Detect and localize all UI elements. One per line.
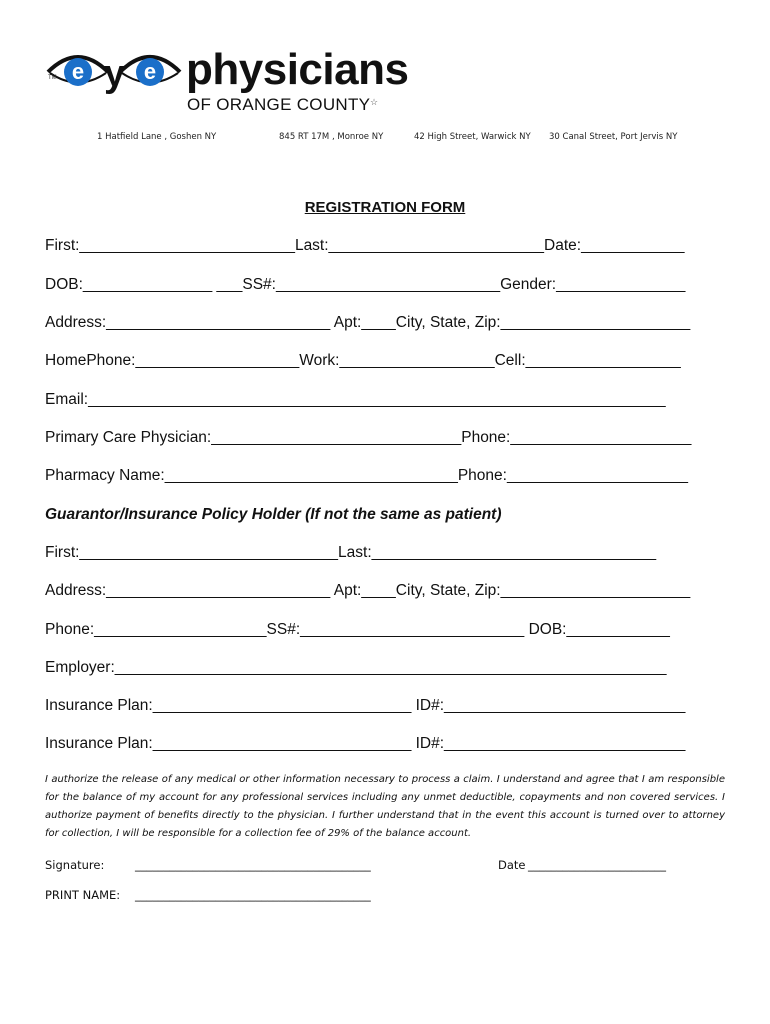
guarantor-name-fields[interactable]: First:______________________________Last:_________________________________ [45,544,657,561]
employer-field[interactable]: Employer:________________________________________________________________ [45,659,667,676]
guarantor-heading: Guarantor/Insurance Policy Holder (If not the same as patient) [45,506,502,523]
signature-line[interactable]: _________________________________________ [135,858,371,872]
date-line[interactable]: ________________________ [528,858,666,872]
logo-y: y [104,53,126,95]
name-date-fields[interactable]: First:_________________________Last:_________________________Date:____________ [45,237,685,254]
office-address-port-jervis: 30 Canal Street, Port Jervis NY [549,132,678,142]
office-address-goshen: 1 Hatfield Lane , Goshen NY [97,132,217,142]
office-address-warwick: 42 High Street, Warwick NY [414,132,531,142]
authorization-statement: I authorize the release of any medical or other information necessary to process a claim. I understand and agree that I am responsible for the balance of my account for any professional services including any unmet deductible, copayments and non covered services. I authorize payment of benefits directly to the physician. I further understand that in the event this account is turned over to attorney for collection, I will be responsible for a collection fee of 29% of the balance account. [45,774,725,839]
logo-e1: e [71,59,85,84]
star-icon: ☆ [370,97,379,107]
insurance-plan-1-field[interactable]: Insurance Plan:______________________________ ID#:____________________________ [45,697,686,714]
pharmacy-field[interactable]: Pharmacy Name:__________________________________Phone:_____________________ [45,467,688,484]
form-title: REGISTRATION FORM [304,199,466,216]
eye-logo-graphic [44,40,186,100]
primary-care-physician-field[interactable]: Primary Care Physician:_____________________________Phone:_____________________ [45,429,692,446]
address-fields[interactable]: Address:__________________________ Apt:____City, State, Zip:______________________ [45,314,691,331]
email-field[interactable]: Email:___________________________________________________________________ [45,391,666,408]
phone-fields[interactable]: HomePhone:___________________Work:__________________Cell:__________________ [45,352,681,369]
insurance-plan-2-field[interactable]: Insurance Plan:______________________________ ID#:____________________________ [45,735,686,752]
logo-name: physicians [186,45,409,94]
guarantor-phone-ssn-dob-fields[interactable]: Phone:____________________SS#:__________________________ DOB:____________ [45,621,670,638]
signature-label: Signature: [45,858,105,872]
print-name-label: PRINT NAME: [45,888,121,902]
logo-subtitle: OF ORANGE COUNTY [187,95,371,114]
print-name-line[interactable]: _________________________________________ [135,888,371,902]
logo-e2: e [143,59,157,84]
date-label: Date [498,858,526,872]
guarantor-address-fields[interactable]: Address:__________________________ Apt:____City, State, Zip:______________________ [45,582,691,599]
office-address-monroe: 845 RT 17M , Monroe NY [279,132,384,142]
eye-physicians-logo [44,40,424,122]
dob-ssn-gender-fields[interactable]: DOB:_______________ ___SS#:__________________________Gender:_______________ [45,276,686,293]
logo-trademark: TM [48,75,57,81]
